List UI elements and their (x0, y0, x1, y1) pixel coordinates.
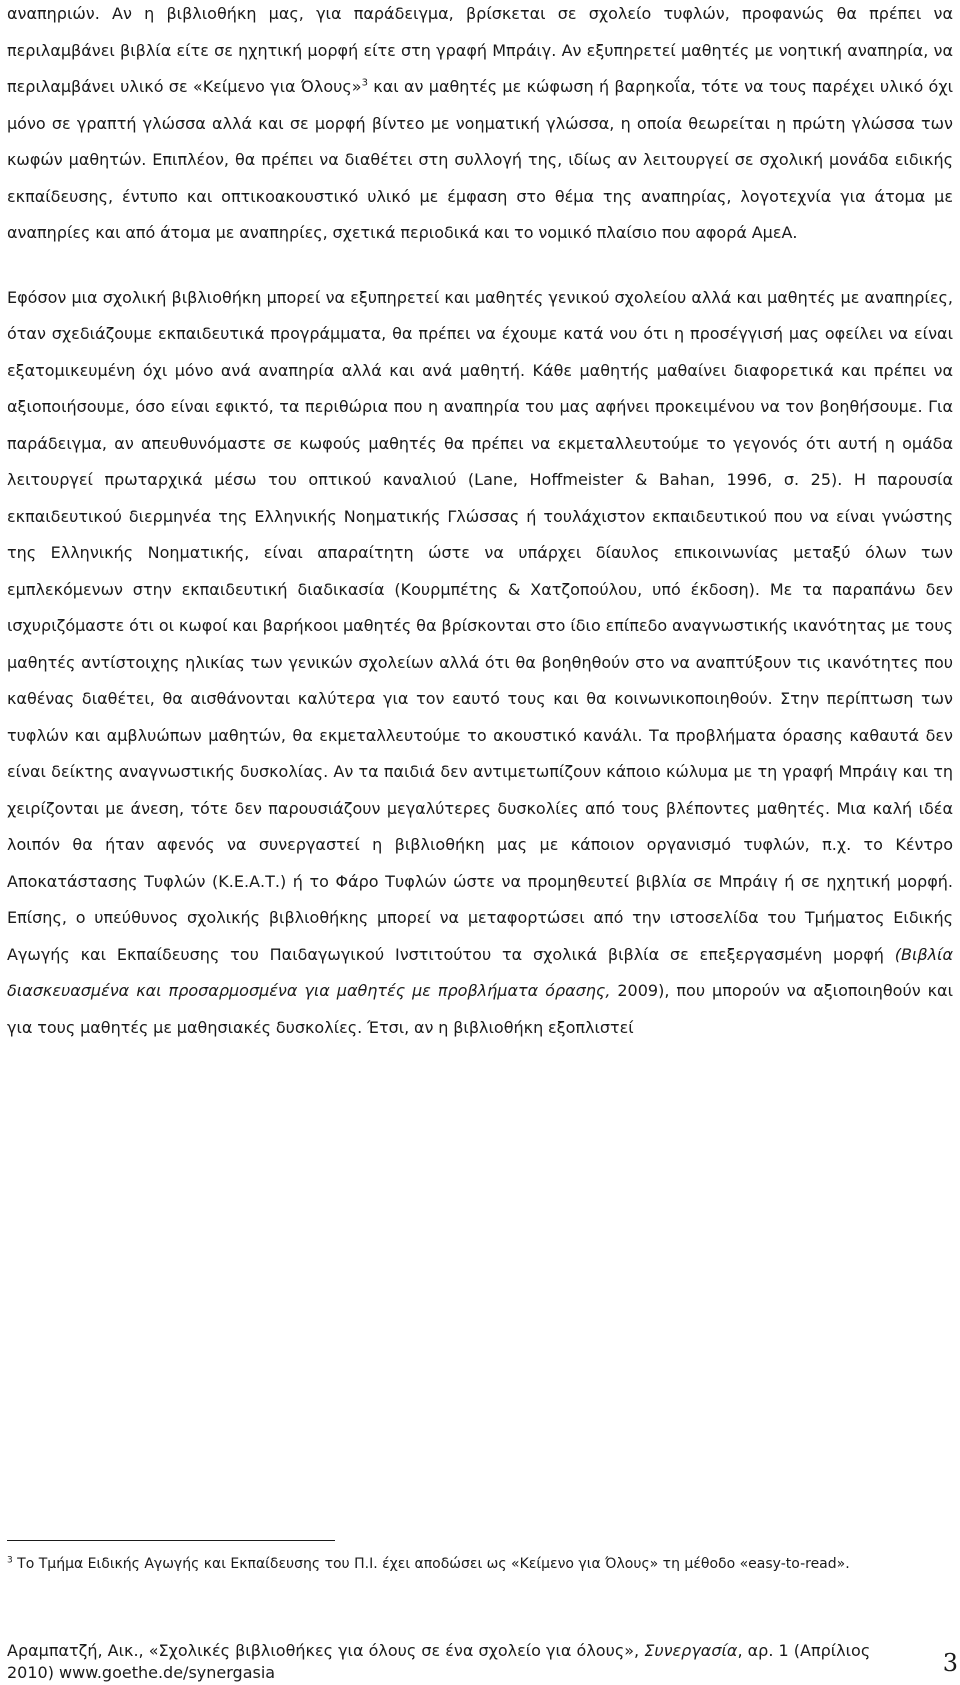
paragraph-2-text-start: Εφόσον μια σχολική βιβλιοθήκη μπορεί να εξυπηρετεί και μαθητές γενικού σχολείου αλλά και μαθητές με αναπηρίες, όταν σχεδιάζουμε εκπαιδευτικά προγράμματα, θα πρέπει να έχουμε κατά νου ότι η προσέγγισή μας οφείλει να είναι εξατομικευμένη όχι μόνο ανά αναπηρία αλλά και ανά μαθητή. Κάθε μαθητής μαθαίνει διαφορετικά και πρέπει να αξιοποιήσουμε, όσο είναι εφικτό, τα περιθώρια που η αναπηρία του μας αφήνει προκειμένου να τον βοηθήσουμε. Για παράδειγμα, αν απευθυνόμαστε σε κωφούς μαθητές θα πρέπει να εκμεταλλευτούμε το γεγονός ότι αυτή η ομάδα λειτουργεί πρωταρχικά μέσω του οπτικού καναλιού (Lane, Hoffmeister & Bahan, 1996, σ. 25). Η παρουσία εκπαιδευτικού διερμηνέα της Ελληνικής Νοηματικής Γλώσσας ή τουλάχιστον εκπαιδευτικού που να είναι γνώστης της Ελληνικής Νοηματικής, είναι απαραίτητη ώστε να υπάρχει δίαυλος επικοινωνίας μεταξύ όλων των εμπλεκόμενων στην εκπαιδευτική διαδικασία (Κουρμπέτης & Χατζοπούλου, υπό έκδοση). Με τα παραπάνω δεν ισχυριζόμαστε ότι οι κωφοί και βαρήκοοι μαθητές θα βρίσκονται στο ίδιο επίπεδο αναγνωστικής ικανότητας με τους μαθητές αντίστοιχης ηλικίας των γενικών σχολείων αλλά ότι θα βοηθηθούν στο να αναπτύξουν τις ικανότητες που καθένας διαθέτει, θα αισθάνονται καλύτερα για τον εαυτό τους και θα κοινωνικοποιηθούν. Στην περίπτωση των τυφλών και αμβλυώπων μαθητών, θα εκμεταλλευτούμε το ακουστικό κανάλι. Τα προβλήματα όρασης καθαυτά δεν είναι δείκτης αναγνωστικής δυσκολίας. Αν τα παιδιά δεν αντιμετωπίζουν κάποιο κώλυμα με τη γραφή Μπράιγ και τη χειρίζονται με άνεση, τότε δεν παρουσιάζουν μεγαλύτερες δυσκολίες από τους βλέποντες μαθητές. Μια καλή ιδέα λοιπόν θα ήταν αφενός να συνεργαστεί η βιβλιοθήκη μας με κάποιον οργανισμό τυφλών, π.χ. το Κέντρο Αποκατάστασης Τυφλών (Κ.Ε.Α.Τ.) ή το Φάρο Τυφλών ώστε να προμηθευτεί βιβλία σε Μπράιγ ή σε ηχητική μορφή. Επίσης, ο υπεύθυνος σχολικής βιβλιοθήκης μπορεί να μεταφορτώσει από την ιστοσελίδα του Τμήματος Ειδικής Αγωγής και Εκπαίδευσης του Παιδαγωγικού Ινστιτούτου τα σχολικά βιβλία σε επεξεργασμένη μορφή (7, 287, 953, 964)
page-number: 3 (942, 1649, 958, 1677)
paragraph-1-text-start: αναπηριών. Αν η βιβλιοθήκη μας, για παράδειγμα, βρίσκεται σε σχολείο τυφλών, προφανώς θα πρέπει να περιλαμβάνει βιβλία είτε σε ηχητική μορφή είτε στη γραφή Μπράιγ. Αν εξυπηρετεί μαθητές με νοητική αναπηρία, να περιλαμβάνει υλικό σε «Κείμενο για Όλους» (7, 4, 953, 96)
body-paragraph-2 (7, 280, 953, 1047)
page-footer (7, 1640, 953, 1684)
paragraph-2-text-end: 2009), που μπορούν να αξιοποιηθούν και για τους μαθητές με μαθησιακές δυσκολίες. Έτσι, αν η βιβλιοθήκη εξοπλιστεί (7, 981, 953, 1037)
paragraph-1-text-end: και αν μαθητές με κώφωση ή βαρηκοΐα, τότε να τους παρέχει υλικό όχι μόνο σε γραπτή γλώσσα αλλά και σε μορφή βίντεο με νοηματική γλώσσα, η οποία θεωρείται η πρώτη γλώσσα των κωφών μαθητών. Επιπλέον, θα πρέπει να διαθέτει στη συλλογή της, ιδίως αν λειτουργεί σε σχολική μονάδα ειδικής εκπαίδευσης, έντυπο και οπτικοακουστικό υλικό με έμφαση στο θέμα της αναπηρίας, λογοτεχνία για άτομα με αναπηρίες και από άτομα με αναπηρίες, σχετικά περιοδικά και το νομικό πλαίσιο που αφορά ΑμεΑ. (7, 77, 953, 242)
footer-citation-start: Αραμπατζή, Αικ., «Σχολικές βιβλιοθήκες για όλους σε ένα σχολείο για όλους», (7, 1641, 645, 1660)
document-page (7, 0, 953, 1046)
body-paragraph-1 (7, 0, 953, 252)
footer-citation (7, 1640, 887, 1684)
footnote-text: Το Τμήμα Ειδικής Αγωγής και Εκπαίδευσης του Π.Ι. έχει αποδώσει ως «Κείμενο για Όλους» τη μέθοδο «easy-to-read». (12, 1556, 850, 1572)
footnote-marker: 3 (7, 1555, 13, 1566)
paragraph-2-italic-title: (Βιβλία διασκευασμένα και προσαρμοσμένα για μαθητές με προβλήματα όρασης, (7, 944, 953, 1000)
footnote-separator (7, 1540, 335, 1541)
footnote-3 (7, 1553, 953, 1575)
footer-citation-end: , αρ. 1 (Απρίλιος 2010) www.goethe.de/synergasia (7, 1641, 871, 1682)
footnote-reference-3[interactable]: 3 (361, 77, 368, 89)
footer-journal-name: Συνεργασία (644, 1641, 738, 1660)
